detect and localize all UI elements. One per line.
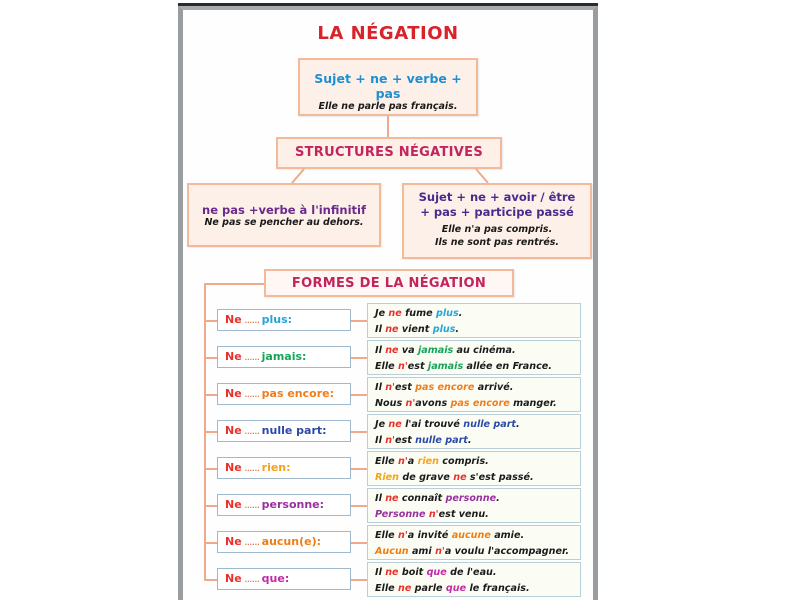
- highlighted-word: personne: [445, 493, 497, 504]
- negation-form-row: [184, 525, 592, 561]
- highlighted-word: ne: [388, 419, 402, 430]
- ne-particle: Ne: [225, 498, 242, 511]
- highlighted-word: ne: [397, 583, 412, 594]
- example-sentence: [375, 417, 580, 433]
- sentence-text: Il: [375, 382, 386, 393]
- negation-form-row: [184, 377, 592, 413]
- highlighted-word: plus: [432, 324, 456, 335]
- highlighted-word: nulle part: [463, 419, 517, 430]
- verb-placeholder-dots: ......: [241, 535, 262, 548]
- ne-particle: Ne: [225, 387, 242, 400]
- sentence-text: va: [398, 345, 418, 356]
- connector-line: [351, 431, 367, 433]
- basic-rule: Sujet + ne + verbe + pas: [314, 71, 462, 101]
- negation-word: personne:: [261, 498, 325, 511]
- highlighted-word: ne: [388, 308, 402, 319]
- highlighted-word: Personne: [375, 509, 426, 520]
- negation-form-row: [184, 303, 592, 339]
- negation-form-label: [217, 457, 351, 479]
- negation-form-row: [184, 340, 592, 376]
- highlighted-word: Rien: [375, 472, 400, 483]
- sentence-text: Elle: [375, 456, 398, 467]
- verb-placeholder-dots: ......: [241, 387, 262, 400]
- compound-rule-line1: Sujet + ne + avoir / être: [418, 190, 576, 204]
- sentence-text: .: [455, 324, 460, 335]
- negation-examples-box: [367, 377, 581, 412]
- verb-placeholder-dots: ......: [241, 350, 262, 363]
- highlighted-word: jamais: [427, 361, 464, 372]
- sentence-text: parle: [411, 583, 446, 594]
- connector-line: [351, 579, 367, 581]
- highlighted-word: n': [397, 456, 408, 467]
- example-sentence: [375, 454, 580, 470]
- negation-form-row: [184, 414, 592, 450]
- negation-form-label: [217, 346, 351, 368]
- connector-line: [204, 468, 217, 470]
- connector-line: [204, 394, 217, 396]
- highlighted-word: rien: [417, 456, 439, 467]
- sentence-text: vient: [398, 324, 433, 335]
- forms-heading: FORMES DE LA NÉGATION: [291, 276, 487, 291]
- sentence-text: Je: [375, 308, 389, 319]
- compound-example-line1: Elle n'a pas compris.: [441, 224, 553, 235]
- sentence-text: allée en France.: [463, 361, 552, 372]
- compound-rule-line2: + pas + participe passé: [420, 205, 574, 219]
- negation-examples-box: [367, 303, 581, 338]
- highlighted-word: n': [385, 382, 395, 393]
- example-sentence: [375, 581, 580, 597]
- negation-form-label: [217, 383, 351, 405]
- sentence-text: l'ai trouvé: [401, 419, 464, 430]
- sentence-text: ami: [408, 546, 436, 557]
- example-sentence: [375, 343, 580, 359]
- sentence-text: Je: [375, 419, 389, 430]
- sentence-text: a: [407, 456, 418, 467]
- sentence-text: Elle: [375, 361, 398, 372]
- negation-word: aucun(e):: [261, 535, 322, 548]
- sentence-text: de l'eau.: [446, 567, 497, 578]
- forms-heading-box: [264, 269, 514, 297]
- verb-placeholder-dots: ......: [241, 313, 262, 326]
- sentence-text: Il: [375, 435, 386, 446]
- highlighted-word: n': [397, 361, 408, 372]
- highlighted-word: n': [405, 398, 416, 409]
- negation-word: que:: [261, 572, 290, 585]
- example-sentence: [375, 396, 580, 412]
- negation-form-row: [184, 488, 592, 524]
- highlighted-word: ne: [453, 472, 467, 483]
- forms-heading-connector: [204, 283, 264, 285]
- highlighted-word: n': [397, 530, 408, 541]
- highlighted-word: ne: [385, 324, 399, 335]
- connector-line: [387, 116, 389, 137]
- negation-examples-box: [367, 414, 581, 449]
- example-sentence: [375, 380, 580, 396]
- ne-particle: Ne: [225, 461, 242, 474]
- sentence-text: compris.: [438, 456, 489, 467]
- highlighted-word: pas encore: [415, 382, 475, 393]
- sentence-text: Il: [375, 345, 386, 356]
- sentence-text: le français.: [466, 583, 530, 594]
- highlighted-word: n': [428, 509, 439, 520]
- ne-particle: Ne: [225, 350, 242, 363]
- negation-examples-box: [367, 340, 581, 375]
- sentence-text: s'est passé.: [466, 472, 534, 483]
- connector-line: [351, 320, 367, 322]
- connector-line: [351, 468, 367, 470]
- example-sentence: [375, 491, 580, 507]
- connector-line: [204, 505, 217, 507]
- connector-line: [204, 431, 217, 433]
- verb-placeholder-dots: ......: [241, 424, 262, 437]
- sentence-text: manger.: [509, 398, 557, 409]
- negation-form-row: [184, 562, 592, 598]
- infinitive-example: Ne pas se pencher au dehors.: [204, 217, 364, 228]
- negation-examples-box: [367, 488, 581, 523]
- connector-line: [204, 320, 217, 322]
- poster-content: [184, 11, 592, 600]
- highlighted-word: nulle part: [415, 435, 468, 446]
- negation-word: pas encore:: [261, 387, 334, 400]
- connector-line: [351, 394, 367, 396]
- sentence-text: Nous: [375, 398, 406, 409]
- negation-form-label: [217, 568, 351, 590]
- structures-heading-box: [276, 137, 502, 169]
- example-sentence: [375, 433, 580, 449]
- sentence-text: fume: [401, 308, 436, 319]
- negation-form-label: [217, 531, 351, 553]
- ne-particle: Ne: [225, 572, 242, 585]
- example-sentence: [375, 528, 580, 544]
- negation-word: rien:: [261, 461, 291, 474]
- highlighted-word: que: [426, 567, 447, 578]
- highlighted-word: que: [445, 583, 467, 594]
- basic-example: Elle ne parle pas français.: [318, 101, 458, 112]
- highlighted-word: n': [385, 435, 395, 446]
- highlighted-word: pas encore: [450, 398, 510, 409]
- poster-title: LA NÉGATION: [317, 23, 459, 44]
- ne-particle: Ne: [225, 424, 242, 437]
- sentence-text: connaît: [398, 493, 446, 504]
- example-sentence: [375, 544, 580, 560]
- negation-word: nulle part:: [261, 424, 327, 437]
- sentence-text: est: [394, 382, 416, 393]
- negation-word: plus:: [261, 313, 293, 326]
- basic-rule-box: [298, 58, 478, 116]
- sentence-text: arrivé.: [474, 382, 514, 393]
- negation-form-row: [184, 451, 592, 487]
- highlighted-word: ne: [385, 345, 399, 356]
- compound-example-line2: Ils ne sont pas rentrés.: [434, 237, 560, 248]
- sentence-text: boit: [398, 567, 427, 578]
- connector-line: [204, 357, 217, 359]
- example-sentence: [375, 322, 580, 338]
- negation-examples-box: [367, 562, 581, 597]
- verb-placeholder-dots: ......: [241, 572, 262, 585]
- negation-form-label: [217, 420, 351, 442]
- sentence-text: amie.: [490, 530, 525, 541]
- highlighted-word: n': [435, 546, 445, 557]
- connector-line: [204, 542, 217, 544]
- example-sentence: [375, 306, 580, 322]
- highlighted-word: ne: [385, 493, 399, 504]
- compound-tense-structure-box: [402, 183, 592, 259]
- connector-line: [476, 169, 488, 183]
- infinitive-structure-box: [187, 183, 381, 247]
- highlighted-word: ne: [385, 567, 399, 578]
- infinitive-rule: ne pas +verbe à l'infinitif: [202, 203, 366, 217]
- sentence-text: .: [458, 308, 463, 319]
- sentence-text: est: [407, 361, 428, 372]
- sentence-text: a voulu l'accompagner.: [444, 546, 570, 557]
- connector-line: [351, 505, 367, 507]
- sentence-text: de grave: [399, 472, 454, 483]
- sentence-text: Il: [375, 324, 386, 335]
- negation-form-label: [217, 309, 351, 331]
- sentence-text: .: [516, 419, 520, 430]
- sentence-text: .: [496, 493, 500, 504]
- sentence-text: .: [467, 435, 472, 446]
- structures-heading: STRUCTURES NÉGATIVES: [294, 145, 484, 160]
- connector-line: [204, 579, 217, 581]
- ne-particle: Ne: [225, 313, 242, 326]
- connector-line: [351, 357, 367, 359]
- sentence-text: au cinéma.: [453, 345, 516, 356]
- connector-line: [351, 542, 367, 544]
- example-sentence: [375, 507, 580, 523]
- negation-poster: [178, 3, 598, 600]
- example-sentence: [375, 359, 580, 375]
- verb-placeholder-dots: ......: [241, 498, 262, 511]
- sentence-text: Elle: [375, 583, 398, 594]
- verb-placeholder-dots: ......: [241, 461, 262, 474]
- highlighted-word: plus: [435, 308, 459, 319]
- example-sentence: [375, 565, 580, 581]
- sentence-text: Elle: [375, 530, 398, 541]
- sentence-text: est venu.: [438, 509, 489, 520]
- example-sentence: [375, 470, 580, 486]
- negation-examples-box: [367, 525, 581, 560]
- negation-word: jamais:: [261, 350, 307, 363]
- highlighted-word: aucune: [451, 530, 491, 541]
- sentence-text: a invité: [407, 530, 452, 541]
- negation-examples-box: [367, 451, 581, 486]
- connector-line: [292, 169, 304, 183]
- highlighted-word: jamais: [417, 345, 454, 356]
- negation-form-label: [217, 494, 351, 516]
- sentence-text: Il: [375, 493, 386, 504]
- highlighted-word: Aucun: [375, 546, 409, 557]
- sentence-text: est: [394, 435, 416, 446]
- sentence-text: avons: [415, 398, 451, 409]
- sentence-text: Il: [375, 567, 386, 578]
- ne-particle: Ne: [225, 535, 242, 548]
